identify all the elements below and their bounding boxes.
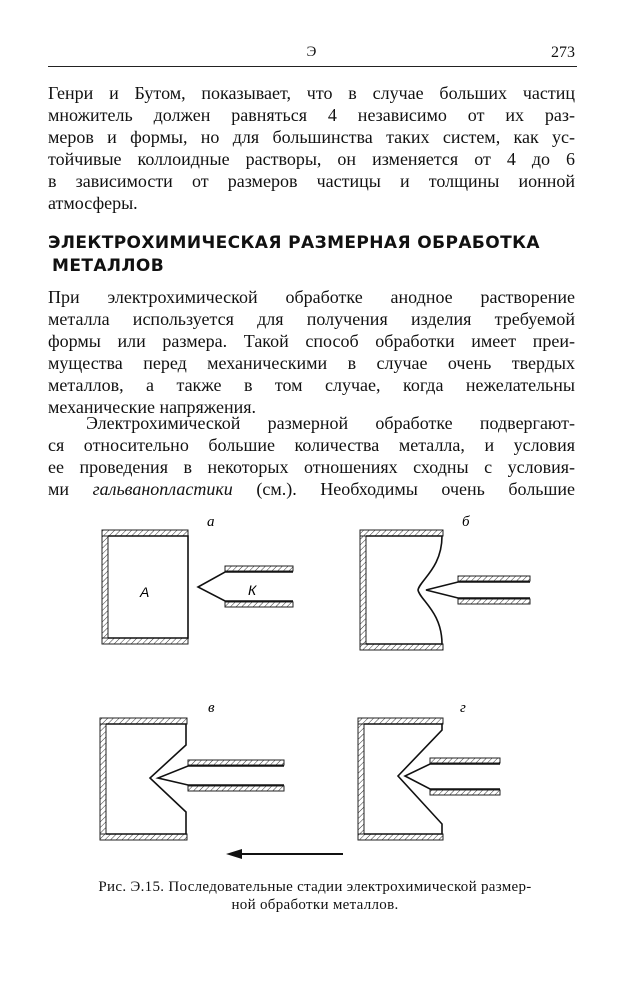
cathode-tool <box>198 572 293 601</box>
electrode-insulation <box>358 718 443 724</box>
anode-workpiece <box>366 536 442 644</box>
text-line: Генри и Бутом, показывает, что в случае больших частиц <box>48 83 575 103</box>
electrode-insulation <box>102 530 188 536</box>
electrode-insulation <box>360 644 443 650</box>
paragraph-conditions <box>48 412 575 500</box>
header-rule <box>48 66 577 67</box>
cathode-tool <box>158 766 284 785</box>
text-line: меров и формы, но для большинства таких систем, как ус- <box>48 127 575 147</box>
cathode-tool <box>426 582 530 598</box>
anode-workpiece <box>106 724 186 834</box>
term-link: гальванопластики <box>92 479 233 499</box>
section-heading <box>48 232 575 278</box>
figure-ecm-stages <box>80 508 550 870</box>
electrode-insulation <box>360 530 443 536</box>
text-line: металлов, а также в том случае, когда нежелательны <box>48 375 575 395</box>
cathode-insulation <box>225 602 293 607</box>
electrode-insulation <box>100 724 106 834</box>
cathode-insulation <box>458 576 530 581</box>
paragraph-intro <box>48 286 575 418</box>
electrode-insulation <box>100 718 187 724</box>
electrode-insulation <box>358 834 443 840</box>
text-line: ее проведения в некоторых отношениях сходны с условия- <box>48 457 575 477</box>
figure-drawing <box>80 508 550 870</box>
figure-caption <box>55 878 575 914</box>
feed-direction-arrow <box>226 849 343 859</box>
section-heading-line: МЕТАЛЛОВ <box>52 256 165 276</box>
electrode-insulation <box>102 638 188 644</box>
cathode-tool <box>405 764 500 789</box>
section-heading-line: ЭЛЕКТРОХИМИЧЕСКАЯ РАЗМЕРНАЯ ОБРАБОТКА <box>48 233 540 253</box>
cathode-label: К <box>248 582 257 598</box>
panel-label: б <box>462 514 470 530</box>
text-line: При электрохимической обработке анодное растворение <box>48 287 575 307</box>
caption-line: Рис. Э.15. Последовательные стадии электрохимической размер- <box>98 879 532 895</box>
text-line: ся относительно большие количества металла, и условия <box>48 435 575 455</box>
electrode-insulation <box>100 834 187 840</box>
page-header <box>48 44 575 62</box>
page-number: 273 <box>551 44 575 61</box>
electrode-insulation <box>358 724 364 834</box>
panel-c <box>100 700 284 840</box>
text-line: множитель должен равняться 4 независимо от их раз- <box>48 105 575 125</box>
cathode-insulation <box>430 758 500 763</box>
text-line: мущества перед механическими в случае очень твердых <box>48 353 575 373</box>
text-run: ми <box>48 479 93 499</box>
cathode-insulation <box>458 599 530 604</box>
text-run: (см.). Необходимы очень большие <box>232 479 575 499</box>
running-title: Э <box>306 44 317 60</box>
cathode-insulation <box>188 786 284 791</box>
caption-line: ной обработки металлов. <box>231 897 399 913</box>
panel-label: г <box>460 700 466 716</box>
panel-d <box>358 700 500 840</box>
paragraph-continuation <box>48 82 575 214</box>
text-line: тойчивые коллоидные растворы, он изменяется от 4 до 6 <box>48 149 575 169</box>
cathode-insulation <box>225 566 293 571</box>
text-line: Электрохимической размерной обработке подвергают- <box>86 413 575 433</box>
text-line: в зависимости от размеров частицы и толщины ионной <box>48 171 575 191</box>
panel-label: а <box>207 514 215 530</box>
text-line: формы или размера. Такой способ обработки имеет преи- <box>48 331 575 351</box>
text-line: атмосферы. <box>48 193 138 213</box>
electrode-insulation <box>102 536 108 638</box>
panel-label: в <box>208 700 215 716</box>
panel-a <box>102 514 293 644</box>
anode-workpiece <box>364 724 442 834</box>
text-line: механические напряжения. <box>48 397 257 417</box>
anode-label: А <box>140 584 150 600</box>
panel-b <box>360 514 530 650</box>
cathode-insulation <box>430 790 500 795</box>
cathode-insulation <box>188 760 284 765</box>
text-line <box>48 478 575 500</box>
electrode-insulation <box>360 536 366 644</box>
text-line: металла используется для получения изделия требуемой <box>48 309 575 329</box>
